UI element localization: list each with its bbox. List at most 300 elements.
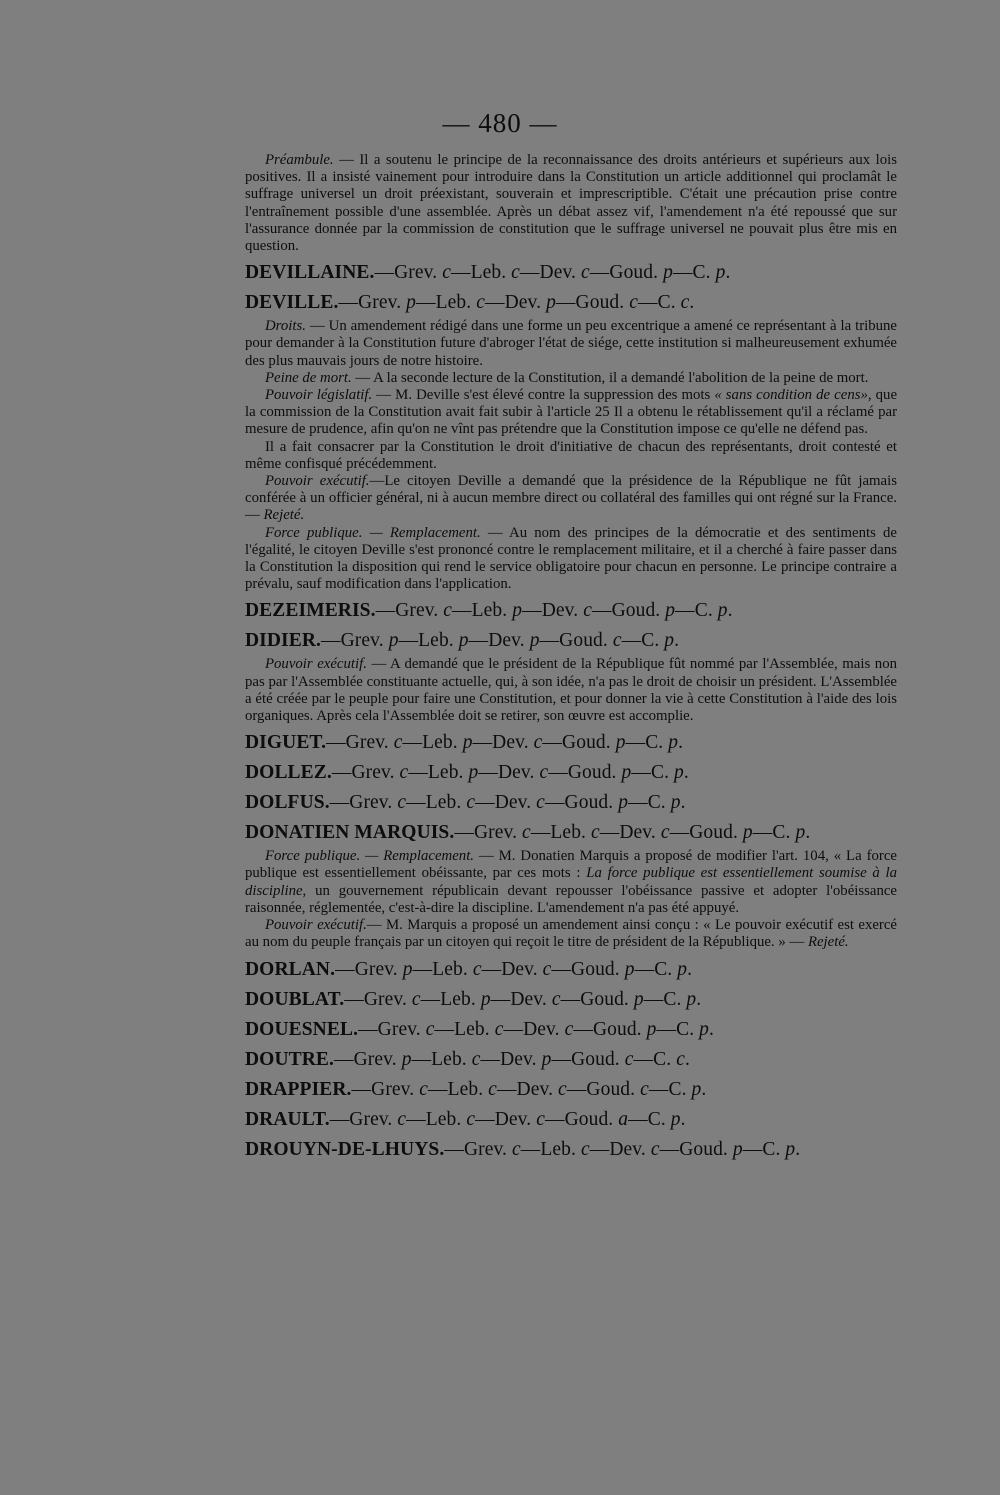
vote-label: C. [663,988,687,1010]
vote-label: Goud. [679,1138,733,1160]
vote-label: C. [694,600,718,622]
vote-value: p [717,600,728,622]
vote-label: C. [657,292,681,314]
vote-separator: — [490,988,511,1010]
paragraph-text: — Au nom des principes de la démocratie et des sentiments de l'égalité, le citoyen Deville s'est prononcé contre le remplacement militaire, et il a cherché à faire passer dans la Constitution la disposition qui rend le service obligatoire pour chacun en personne. Le principe contraire a prévalu, sauf modification dans l'application. [245,524,897,593]
vote-label: Grev. [353,1048,402,1070]
vote-value: c [443,600,453,622]
vote-value: c [533,732,543,754]
vote-value: p [686,988,697,1010]
vote-separator: — [589,1138,610,1160]
vote-value: c [476,292,485,314]
vote-label: Grev. [340,630,389,652]
vote-separator: — [416,292,436,314]
vote-value: p [691,1078,702,1100]
vote-value: p [401,1048,412,1070]
vote-value: c [522,822,531,844]
deputy-entry [245,731,897,755]
deputy-entry [245,988,897,1012]
vote-separator: — [542,732,563,754]
paragraph [245,473,897,525]
vote-value: p [674,762,684,784]
vote-value: c [472,958,482,980]
vote-label: C. [772,822,796,844]
vote-value: c [411,988,421,1010]
vote-label: Goud. [580,988,634,1010]
vote-label: Dev. [523,1018,565,1040]
paragraph [245,656,897,725]
vote-separator: — [334,1048,354,1070]
deputy-entry [245,629,897,653]
deputy-name: DIGUET. [245,732,327,754]
section-tag: Pouvoir exécutif. [265,917,367,934]
vote-separator: — [659,1138,680,1160]
vote-value: c [419,1078,428,1100]
italic-text: Rejeté. [807,934,849,951]
vote-label: Leb. [427,762,469,784]
paragraph [245,917,897,951]
paragraph-text: — A demandé que le président de la République fût nommé par l'Assemblée, mais non pas par l'Assemblée constituante actuelle, qui, à son idée, n'a pas le droit de choisir un président. L'Assemblée a été créée par le peuple pour faire une Constitution, et pour donner la vie à cette Constitution à l'aide des lois organiques. Après cela l'Assemblée doit se retirer, son œuvre est accomplie. [245,656,897,725]
vote-label: Dev. [539,262,582,284]
vote-value: c [393,732,403,754]
vote-separator: — [321,630,341,652]
vote-separator: — [374,262,395,284]
vote-label: Goud. [567,762,622,784]
vote-separator: — [555,292,576,314]
vote-value: c [564,1018,574,1040]
vote-label: C. [692,262,716,284]
vote-value: c [466,792,476,814]
entry-end: . [680,792,686,814]
vote-separator: — [675,600,695,622]
vote-separator: — [411,1048,432,1070]
paragraph [245,525,897,594]
deputy-name: DORLAN. [245,958,336,980]
vote-label: Dev. [516,1078,559,1100]
vote-label: Goud. [564,792,619,814]
deputy-name: DOUTRE. [245,1048,335,1070]
vote-value: p [512,600,523,622]
vote-value: c [580,1138,590,1160]
vote-separator: — [669,822,690,844]
deputy-entry [245,1108,897,1132]
vote-label: Leb. [470,262,512,284]
vote-separator: — [496,1078,517,1100]
vote-label: Dev. [609,1138,651,1160]
vote-separator: — [591,600,612,622]
vote-separator: — [468,630,489,652]
vote-separator: — [406,792,426,814]
vote-label: Grev. [351,762,400,784]
text-column [245,152,897,1165]
vote-label: Dev. [494,792,537,814]
vote-value: p [677,958,688,980]
paragraph-text: — M. Donatien Marquis a proposé de modifier l'art. 104, « La force publique est essentiellement obéissante, par ces mots : [245,848,897,882]
vote-value: p [462,732,473,754]
vote-label: Grev. [354,958,403,980]
vote-label: Leb. [425,1108,467,1130]
vote-label: C. [647,792,671,814]
deputy-entry [245,261,897,285]
vote-value: c [511,262,520,284]
vote-value: c [442,262,451,284]
vote-label: Leb. [540,1138,581,1160]
deputy-entry [245,761,897,785]
vote-value: c [536,792,545,814]
vote-value: p [402,958,413,980]
vote-separator: — [752,822,773,844]
vote-separator: — [656,1018,677,1040]
vote-value: c [494,1018,504,1040]
paragraph-text: — M. Deville s'est élevé contre la suppression des mots [372,387,715,404]
deputy-name: DEZEIMERIS. [245,600,376,622]
vote-separator: — [625,732,646,754]
vote-value: a [618,1108,629,1130]
entry-end: . [680,1108,686,1130]
vote-label: Grev. [349,792,398,814]
vote-separator: — [475,792,495,814]
vote-label: C. [762,1138,786,1160]
vote-value: c [583,600,592,622]
vote-separator: — [329,1108,350,1130]
vote-label: Dev. [500,1048,542,1070]
vote-label: Goud. [609,262,664,284]
vote-separator: — [478,762,498,784]
vote-separator: — [452,600,472,622]
vote-value: c [551,988,561,1010]
section-tag: Force publique. — Remplacement. [265,524,481,541]
vote-separator: — [648,1078,669,1100]
deputy-name: DROUYN-DE-LHUYS. [245,1138,445,1160]
entry-end: . [678,732,684,754]
vote-label: Dev. [501,958,543,980]
deputy-name: DOUESNEL. [245,1018,359,1040]
vote-value: p [663,262,673,284]
deputy-entry [245,1078,897,1102]
vote-separator: — [599,822,620,844]
paragraph-text: Il a fait consacrer par la Constitution le droit d'initiative de chacun des représentants, droit contesté et même confisqué précédemment. [245,438,897,472]
vote-separator: — [628,792,648,814]
vote-label: Goud. [586,1078,641,1100]
vote-label: Goud. [592,1018,647,1040]
vote-value: p [699,1018,710,1040]
vote-value: p [670,1108,681,1130]
entry-end: . [727,600,733,622]
vote-separator: — [406,1108,426,1130]
vote-value: p [715,262,726,284]
entry-end: . [696,988,702,1010]
vote-separator: — [331,762,352,784]
section-tag: Peine de mort. [265,369,352,386]
entry-end: . [674,630,680,652]
vote-value: c [581,262,590,284]
vote-label: Dev. [492,732,534,754]
section-tag: Droits. [265,318,306,335]
vote-label: Dev. [619,822,661,844]
page-number: — 480 — [442,108,558,138]
vote-label: Leb. [432,958,473,980]
deputy-entry [245,1018,897,1042]
vote-label: Grev. [395,600,444,622]
vote-value: p [732,1138,743,1160]
vote-separator: — [480,1048,501,1070]
vote-label: Grev. [377,1018,426,1040]
vote-label: Goud. [611,600,666,622]
vote-value: p [618,792,629,814]
deputy-name: DRAULT. [245,1108,330,1130]
vote-value: p [621,762,632,784]
vote-value: c [591,822,600,844]
vote-value: p [795,822,806,844]
italic-text: Rejeté. [263,507,305,524]
vote-label: C. [650,762,675,784]
section-tag: Pouvoir exécutif. [265,656,367,673]
deputy-entry [245,791,897,815]
deputy-name: DRAPPIER. [245,1078,352,1100]
vote-value: p [668,732,679,754]
vote-value: p [529,630,540,652]
entry-end: . [684,1048,690,1070]
vote-value: c [629,292,638,314]
vote-value: c [397,792,407,814]
paragraph-text: — Un amendement rédigé dans une forme un peu excentrique a amené ce représentant à la tribune pour demander à la Constitution future d'abroger l'état de siége, cette institution si malheureusement exhumée des plus mauvais jours de notre histoire. [245,318,897,369]
deputy-name: DEVILLE. [245,292,339,314]
vote-value: c [488,1078,497,1100]
vote-value: p [480,988,491,1010]
vote-separator: — [551,958,572,980]
vote-value: p [468,762,479,784]
vote-label: Dev. [488,630,530,652]
vote-label: Grev. [345,732,394,754]
vote-label: Grev. [363,988,412,1010]
vote-label: Dev. [510,988,552,1010]
vote-separator: — [742,1138,763,1160]
vote-label: Leb. [422,732,463,754]
paragraph [245,318,897,370]
deputy-entry [245,1138,897,1162]
vote-label: Grev. [473,822,523,844]
entry-end: . [805,822,811,844]
paragraph [245,152,897,255]
deputy-entry [245,599,897,623]
vote-value: c [612,630,622,652]
section-tag: Préambule. [265,152,334,168]
vote-separator: — [566,1078,587,1100]
vote-separator: — [454,822,474,844]
paragraph [245,387,897,439]
deputy-name: DIDIER. [245,630,322,652]
vote-label: Dev. [504,292,547,314]
vote-value: p [546,292,556,314]
vote-label: Grev. [358,292,407,314]
deputy-name: DOLFUS. [245,792,330,814]
vote-label: Goud. [575,292,630,314]
vote-separator: — [481,958,502,980]
vote-value: c [640,1078,649,1100]
vote-label: Dev. [494,1108,537,1130]
vote-value: c [471,1048,481,1070]
vote-value: p [388,630,399,652]
vote-value: p [665,600,676,622]
vote-separator: — [475,1108,495,1130]
vote-label: Leb. [418,630,459,652]
vote-separator: — [358,1018,378,1040]
vote-value: c [542,958,552,980]
vote-value: c [399,762,409,784]
vote-label: C. [645,732,669,754]
vote-separator: — [519,262,540,284]
vote-separator: — [544,1108,565,1130]
vote-separator: — [672,262,693,284]
vote-value: p [664,630,675,652]
paragraph-text: — A la seconde lecture de la Constitution, il a demandé l'abolition de la peine de mort. [351,369,869,386]
vote-separator: — [621,630,642,652]
paragraph-text: — M. Marquis a proposé un amendement ainsi conçu : « Le pouvoir exécutif est exercé au nom du peuple français par un citoyen qui reçoit le titre de président de la République. » — [245,917,897,951]
entry-end: . [687,958,693,980]
vote-separator: — [634,958,655,980]
paragraph [245,370,897,387]
deputy-name: DONATIEN MARQUIS. [245,822,455,844]
vote-label: C. [647,1108,671,1130]
vote-label: Goud. [562,732,616,754]
vote-separator: — [643,988,664,1010]
vote-value: c [676,1048,685,1070]
vote-value: c [539,762,549,784]
vote-label: Leb. [440,988,481,1010]
vote-separator: — [427,1078,448,1100]
vote-label: Grev. [349,1108,398,1130]
vote-value: c [624,1048,634,1070]
vote-separator: — [548,762,568,784]
vote-separator: — [551,1048,572,1070]
vote-separator: — [637,292,658,314]
vote-separator: — [338,292,359,314]
vote-value: c [650,1138,660,1160]
vote-separator: — [398,630,419,652]
vote-value: p [458,630,469,652]
paragraph-text: —Le citoyen Deville a demandé que la présidence de la République ne fût jamais conférée à un officier général, ni à aucun membre direct ou collatéral des familles qui ont régné sur la France. — [245,473,897,524]
vote-separator: — [351,1078,372,1100]
section-tag: Force publique. — Remplacement. [265,848,474,865]
vote-value: p [406,292,417,314]
entry-end: . [689,292,695,314]
vote-value: c [558,1078,567,1100]
italic-text: « sans condition de cens» [714,387,868,404]
vote-separator: — [539,630,560,652]
vote-value: c [512,1138,521,1160]
vote-label: Leb. [431,1048,472,1070]
vote-value: p [633,988,644,1010]
vote-label: Goud. [571,958,625,980]
vote-separator: — [329,792,350,814]
vote-label: C. [641,630,665,652]
italic-text: La force publique est essentiellement soumise à la discipline [245,865,897,899]
vote-label: Grev. [394,262,443,284]
vote-label: Goud. [571,1048,625,1070]
paragraph [245,439,897,473]
vote-separator: — [544,792,565,814]
vote-value: c [466,1108,476,1130]
vote-separator: — [472,732,493,754]
vote-value: p [646,1018,657,1040]
deputy-entry [245,958,897,982]
vote-separator: — [326,732,346,754]
deputy-entry [245,1048,897,1072]
vote-value: c [680,292,690,314]
vote-label: C. [654,958,678,980]
vote-label: Dev. [497,762,540,784]
vote-separator: — [408,762,428,784]
vote-separator: — [589,262,610,284]
section-tag: Pouvoir législatif. [265,387,373,404]
entry-end: . [795,1138,801,1160]
vote-label: Dev. [541,600,584,622]
vote-value: c [397,1108,407,1130]
deputy-entry [245,821,897,845]
entry-end: . [683,762,689,784]
vote-label: Grev. [463,1138,513,1160]
entry-end: . [709,1018,714,1040]
vote-value: p [670,792,681,814]
vote-value: c [425,1018,435,1040]
vote-separator: — [450,262,471,284]
vote-separator: — [633,1048,654,1070]
vote-label: Grev. [371,1078,420,1100]
vote-separator: — [375,600,396,622]
vote-label: Leb. [454,1018,495,1040]
vote-value: c [536,1108,545,1130]
vote-label: Leb. [471,600,513,622]
vote-value: p [541,1048,552,1070]
vote-separator: — [631,762,651,784]
vote-value: p [785,1138,796,1160]
vote-separator: — [530,822,551,844]
vote-separator: — [420,988,441,1010]
vote-separator: — [484,292,505,314]
vote-separator: — [335,958,355,980]
vote-value: p [624,958,635,980]
entry-end: . [701,1078,707,1100]
vote-separator: — [402,732,423,754]
paragraph-text: , un gouvernement républicain devant repousser l'obéissance passive et adopter l'obéissance raisonnée, réglementée, c'est-à-dire la discipline. L'amendement n'a pas été appuyé. [245,882,897,916]
vote-separator: — [573,1018,593,1040]
deputy-name: DEVILLAINE. [245,262,375,284]
vote-separator: — [412,958,433,980]
vote-label: Leb. [550,822,591,844]
vote-value: c [660,822,670,844]
vote-label: Goud. [689,822,743,844]
section-tag: Pouvoir exécutif. [265,473,370,490]
vote-separator: — [344,988,364,1010]
vote-separator: — [520,1138,541,1160]
vote-label: C. [676,1018,700,1040]
paragraph-text: , que la commission de la Constitution avait fait subir à l'article 25 Il a obtenu le rétablissement qu'il a réclamé par mesure de prudence, afin qu'on ne vînt pas prétendre que la Constitution impose ce qu'elle ne défend pas. [245,387,898,438]
vote-label: C. [653,1048,677,1070]
vote-label: Leb. [447,1078,489,1100]
entry-end: . [725,262,731,284]
vote-separator: — [434,1018,455,1040]
paragraph-text: — Il a soutenu le principe de la reconnaissance des droits antérieurs et supérieurs aux lois positives. Il a insisté vainement pour introduire dans la Constitution un article additionnel qui proclamât le suffrage universel un droit préexistant, souverain et imprescriptible. C'était une précaution prise contre l'entraînement possible d'une assemblée. Après un débat assez vif, l'amendement n'a été repoussé que sur l'assurance donnée par la commission de constitution que le suffrage universel ne pouvait plus être mis en question. [245,152,897,255]
vote-separator: — [522,600,542,622]
vote-separator: — [560,988,581,1010]
vote-separator: — [628,1108,648,1130]
vote-label: Goud. [559,630,613,652]
vote-separator: — [503,1018,524,1040]
vote-label: C. [668,1078,692,1100]
paragraph [245,848,897,917]
vote-separator: — [444,1138,464,1160]
deputy-entry [245,291,897,315]
